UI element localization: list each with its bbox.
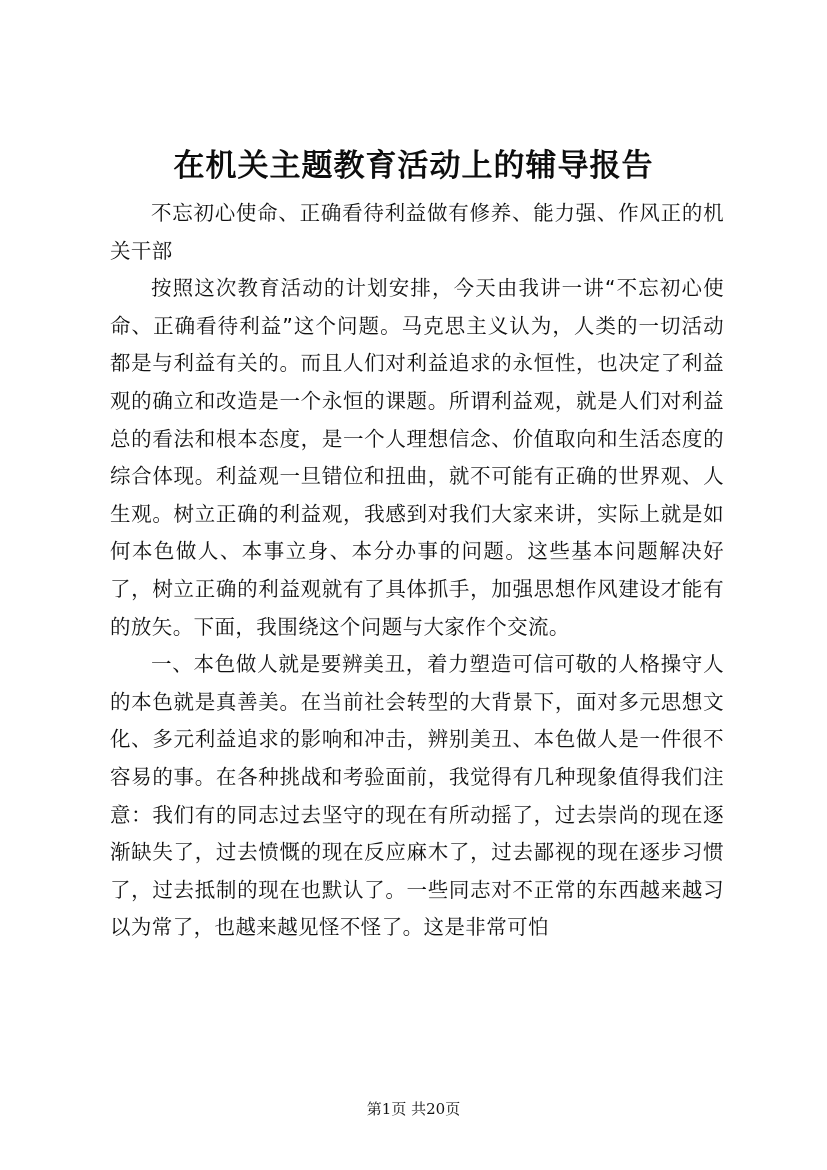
document-title: 在机关主题教育活动上的辅导报告 (173, 148, 654, 184)
body-paragraph: 一、本色做人就是要辨美丑，着力塑造可信可敬的人格操守人的本色就是真善美。在当前社会转型的大背景下，面对多元思想文化、多元利益追求的影响和冲击，辨别美丑、本色做人是一件很不容易的事。在各种挑战和考验面前，我觉得有几种现象值得我们注意：我们有的同志过去坚守的现在有所动摇了，过去崇尚的现在逐渐缺失了，过去愤慨的现在反应麻木了，过去鄙视的现在逐步习惯了，过去抵制的现在也默认了。一些同志对不正常的东西越来越习以为常了，也越来越见怪不怪了。这是非常可怕 (110, 652, 724, 940)
page-number-footer: 第1页 共20页 (366, 1100, 461, 1118)
document-body (110, 195, 724, 947)
body-paragraph: 按照这次教育活动的计划安排，今天由我讲一讲“不忘初心使命、正确看待利益”这个问题。马克思主义认为，人类的一切活动都是与利益有关的。而且人们对利益追求的永恒性，也决定了利益观的确立和改造是一个永恒的课题。所谓利益观，就是人们对利益总的看法和根本态度，是一个人理想信念、价值取向和生活态度的综合体现。利益观一旦错位和扭曲，就不可能有正确的世界观、人生观。树立正确的利益观，我感到对我们大家来讲，实际上就是如何本色做人、本事立身、本分办事的问题。这些基本问题解决好了，树立正确的利益观就有了具体抓手，加强思想作风建设才能有的放矢。下面，我围绕这个问题与大家作个交流。 (110, 276, 724, 639)
subtitle-paragraph: 不忘初心使命、正确看待利益做有修养、能力强、作风正的机关干部 (110, 201, 724, 263)
